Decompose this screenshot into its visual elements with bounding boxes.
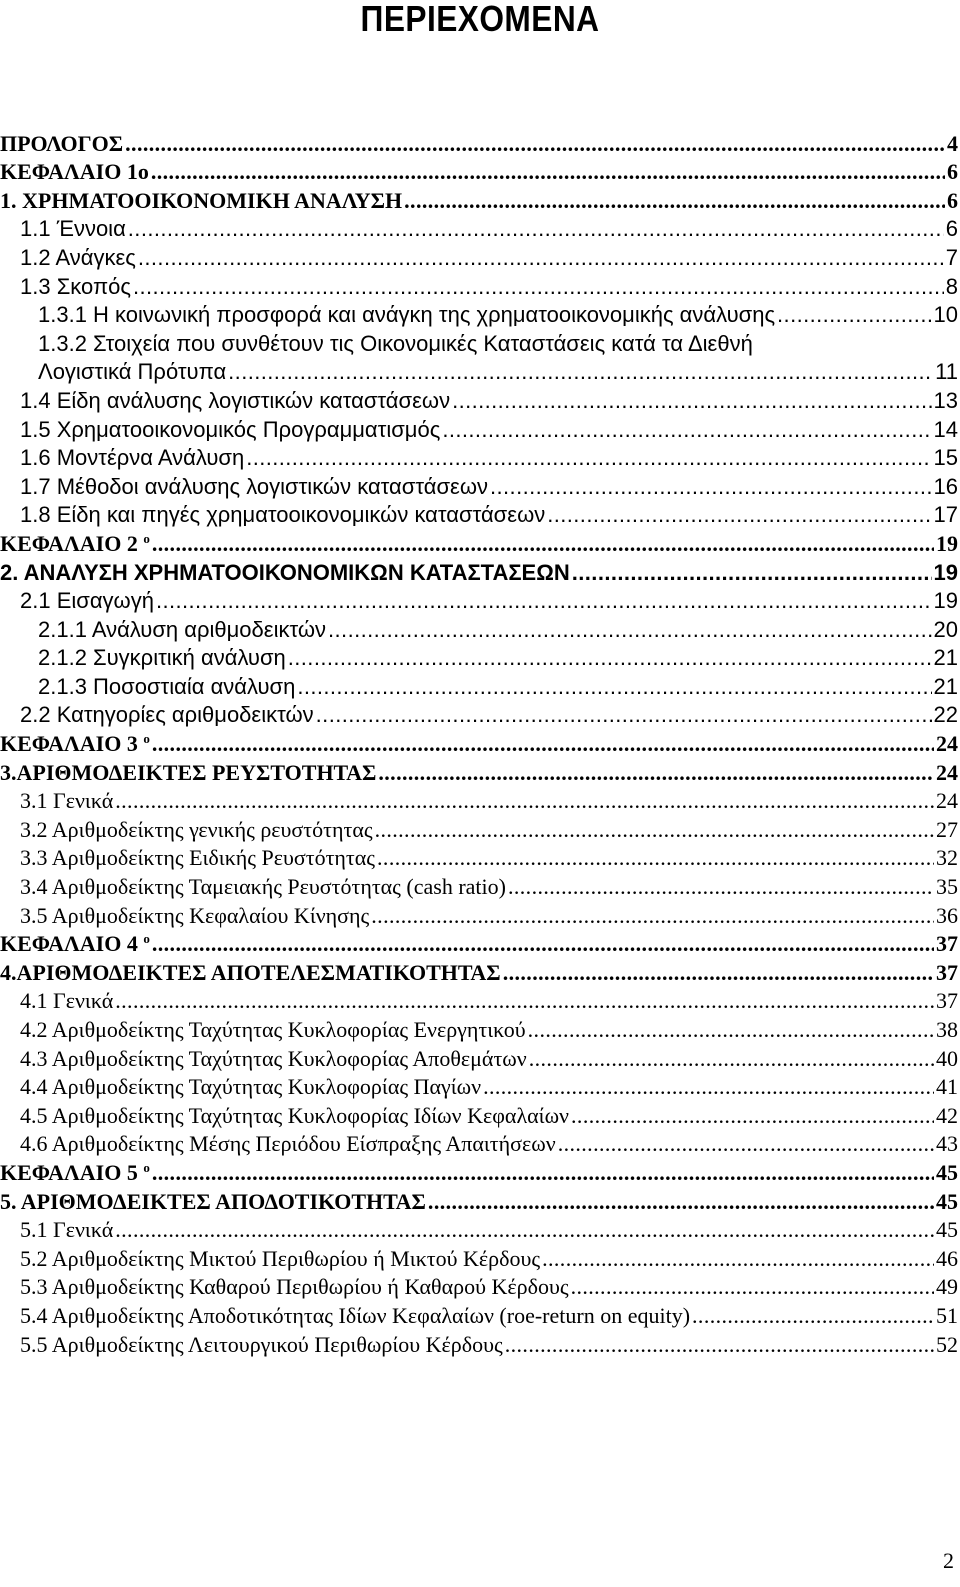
toc-entry-1-3-1[interactable] — [0, 300, 958, 329]
toc-entry-page: 14 — [933, 416, 958, 442]
toc-entry-page: 36 — [936, 902, 958, 928]
dot-leader — [503, 960, 934, 986]
toc-entry-page: 20 — [933, 616, 958, 642]
toc-entry-chapter-4[interactable] — [0, 929, 958, 958]
toc-entry-page: 43 — [936, 1131, 958, 1157]
dot-leader — [404, 188, 945, 214]
dot-leader — [547, 502, 931, 528]
dot-leader — [371, 903, 934, 929]
dot-leader — [156, 588, 932, 614]
toc-entry-4-1[interactable] — [0, 986, 958, 1015]
toc-entry-page: 8 — [945, 273, 958, 299]
toc-entry-chapter-1[interactable] — [0, 157, 958, 186]
toc-entry-label: 3.3 Αριθμοδείκτης Ειδικής Ρευστότητας — [20, 845, 376, 871]
toc-entry-section-4[interactable] — [0, 957, 958, 986]
toc-entry-section-1[interactable] — [0, 185, 958, 214]
toc-entry-page: 42 — [936, 1102, 958, 1128]
dot-leader — [297, 674, 931, 700]
toc-entry-label-continued: Λογιστικά Πρότυπα — [38, 359, 227, 385]
toc-entry-page: 13 — [933, 387, 958, 413]
dot-leader — [152, 731, 934, 757]
toc-entry-5-2[interactable] — [0, 1243, 958, 1272]
toc-entry-page: 49 — [936, 1274, 958, 1300]
toc-entry-page: 45 — [936, 1217, 958, 1243]
toc-entry-2-1-2[interactable] — [0, 643, 958, 672]
toc-entry-label: 5.4 Αριθμοδείκτης Αποδοτικότητας Ιδίων Κεφαλαίων (roe-return on equity) — [20, 1302, 691, 1328]
toc-entry-label: 3.2 Αριθμοδείκτης γενικής ρευστότητας — [20, 816, 373, 842]
toc-entry-4-4[interactable] — [0, 1072, 958, 1101]
dot-leader — [288, 645, 932, 671]
dot-leader — [125, 131, 945, 157]
toc-entry-label: 4.4 Αριθμοδείκτης Ταχύτητας Κυκλοφορίας Παγίων — [20, 1074, 482, 1100]
dot-leader — [128, 216, 944, 242]
toc-entry-5-1[interactable] — [0, 1215, 958, 1244]
toc-entry-page: 27 — [936, 816, 958, 842]
dot-leader — [115, 788, 934, 814]
toc-entry-label: 5. ΑΡΙΘΜΟΔΕΙΚΤΕΣ ΑΠΟΔΟΤΙΚΟΤΗΤΑΣ — [0, 1188, 426, 1214]
dot-leader — [571, 1274, 934, 1300]
toc-entry-label: 2.1.3 Ποσοστιαία ανάλυση — [38, 673, 296, 699]
toc-entry-page: 45 — [936, 1188, 958, 1214]
dot-leader — [152, 1160, 934, 1186]
toc-entry-label: 1. ΧΡΗΜΑΤΟΟΙΚΟΝΟΜΙΚΗ ΑΝΑΛΥΣΗ — [0, 187, 403, 213]
toc-entry-section-2[interactable] — [0, 557, 958, 586]
dot-leader — [528, 1017, 934, 1043]
toc-entry-label: 1.4 Είδη ανάλυσης λογιστικών καταστάσεων — [20, 387, 451, 413]
toc-entry-page: 24 — [936, 759, 958, 785]
toc-entry-label: 5.3 Αριθμοδείκτης Καθαρού Περιθωρίου ή Καθαρού Κέρδους — [20, 1274, 569, 1300]
toc-entry-page: 37 — [936, 931, 958, 957]
dot-leader — [377, 845, 934, 871]
toc-entry-label: 3.5 Αριθμοδείκτης Κεφαλαίου Κίνησης — [20, 902, 370, 928]
toc-entry-label: 1.8 Είδη και πηγές χρηματοοικονομικών καταστάσεων — [20, 502, 546, 528]
dot-leader — [378, 760, 934, 786]
toc-entry-label: 1.3.2 Στοιχεία που συνθέτουν τις Οικονομικές Καταστάσεις κατά τα Διεθνή — [38, 330, 753, 356]
toc-entry-3-5[interactable] — [0, 900, 958, 929]
toc-entry-page: 19 — [936, 530, 958, 556]
superscript: ο — [143, 931, 150, 947]
toc-entry-page: 40 — [936, 1045, 958, 1071]
toc-entry-page: 45 — [936, 1159, 958, 1185]
toc-entry-label: 4.6 Αριθμοδείκτης Μέσης Περιόδου Είσπραξης Απαιτήσεων — [20, 1131, 556, 1157]
dot-leader — [375, 817, 934, 843]
toc-entry-4-6[interactable] — [0, 1129, 958, 1158]
toc-entry-label: 2. ΑΝΑΛΥΣΗ ΧΡΗΜΑΤΟΟΙΚΟΝΟΜΙΚΩΝ ΚΑΤΑΣΤΑΣΕΩΝ — [0, 559, 570, 585]
dot-leader — [138, 245, 944, 271]
toc-entry-4-5[interactable] — [0, 1100, 958, 1129]
toc-entry-label: 5.2 Αριθμοδείκτης Μικτού Περιθωρίου ή Μικτού Κέρδους — [20, 1245, 541, 1271]
dot-leader — [483, 1074, 934, 1100]
toc-entry-page: 22 — [933, 702, 958, 728]
toc-entry-label: 2.2 Κατηγορίες αριθμοδεικτών — [20, 702, 314, 728]
toc-entry-label: 4.2 Αριθμοδείκτης Ταχύτητας Κυκλοφορίας Ενεργητικού — [20, 1017, 526, 1042]
toc-entry-page: 52 — [936, 1331, 958, 1357]
toc-entry-label: 1.3.1 Η κοινωνική προσφορά και ανάγκη της χρηματοοικονομικής ανάλυσης — [38, 302, 776, 328]
dot-leader — [133, 274, 944, 300]
toc-entry-chapter-5[interactable] — [0, 1157, 958, 1186]
toc-entry-page: 38 — [936, 1017, 958, 1042]
superscript: ο — [143, 1159, 150, 1175]
dot-leader — [558, 1131, 934, 1157]
toc-entry-page: 24 — [936, 788, 958, 814]
dot-leader — [328, 617, 931, 643]
toc-entry-label: ΠΡΟΛΟΓΟΣ — [0, 130, 124, 156]
toc-entry-3-4[interactable] — [0, 871, 958, 900]
dot-leader — [777, 302, 931, 328]
toc-entry-page: 46 — [936, 1245, 958, 1271]
toc-entry-page: 37 — [936, 988, 958, 1014]
toc-entry-label: ΚΕΦΑΛΑΙΟ 1ο — [0, 159, 149, 185]
toc-entry-page: 19 — [933, 588, 958, 614]
toc-entry-page: 4 — [947, 130, 958, 156]
toc-entry-label: 4.1 Γενικά — [20, 988, 114, 1014]
page-title: ΠΕΡΙΕΧΟΜΕΝΑ — [360, 0, 600, 39]
dot-leader — [542, 1246, 934, 1272]
dot-leader — [442, 417, 931, 443]
toc-entry-3-1[interactable] — [0, 786, 958, 815]
dot-leader — [508, 874, 934, 900]
toc-entry-page: 37 — [936, 959, 958, 985]
toc-entry-page: 21 — [933, 673, 958, 699]
toc-entry-1-3[interactable] — [0, 271, 958, 300]
toc-entry-label: 4.ΑΡΙΘΜΟΔΕΙΚΤΕΣ ΑΠΟΤΕΛΕΣΜΑΤΙΚΟΤΗΤΑΣ — [0, 959, 501, 985]
toc-entry-label: 2.1 Εισαγωγή — [20, 588, 154, 614]
toc-entry-5-3[interactable] — [0, 1272, 958, 1301]
toc-entry-page: 17 — [933, 502, 958, 528]
toc-entry-page: 21 — [933, 645, 958, 671]
table-of-contents — [0, 128, 958, 1358]
toc-entry-prologue[interactable] — [0, 128, 958, 157]
toc-entry-label: 1.5 Χρηματοοικονομικός Προγραμματισμός — [20, 416, 441, 442]
dot-leader — [692, 1303, 934, 1329]
toc-entry-3-2[interactable] — [0, 814, 958, 843]
dot-leader — [428, 1189, 934, 1215]
toc-entry-page: 6 — [947, 187, 958, 213]
dot-leader — [151, 159, 945, 185]
toc-entry-chapter-3[interactable] — [0, 728, 958, 757]
dot-leader — [490, 474, 932, 500]
toc-entry-label: 3.1 Γενικά — [20, 788, 114, 814]
toc-entry-5-4[interactable] — [0, 1300, 958, 1329]
toc-entry-page: 10 — [933, 302, 958, 328]
toc-entry-page: 32 — [936, 845, 958, 871]
toc-entry-page: 19 — [933, 559, 958, 585]
toc-entry-3-3[interactable] — [0, 843, 958, 872]
toc-entry-page: 35 — [936, 874, 958, 900]
dot-leader — [572, 560, 932, 586]
toc-entry-4-3[interactable] — [0, 1043, 958, 1072]
superscript: ο — [143, 530, 150, 546]
dot-leader — [505, 1332, 934, 1358]
toc-entry-label: 5.5 Αριθμοδείκτης Λειτουργικού Περιθωρίου Κέρδους — [20, 1331, 503, 1357]
toc-entry-label: 2.1.1 Ανάλυση αριθμοδεικτών — [38, 616, 327, 642]
toc-entry-1-1[interactable] — [0, 214, 958, 243]
toc-entry-label: ΚΕΦΑΛΑΙΟ 4 $^o$ — [0, 931, 150, 957]
toc-entry-page: 16 — [933, 473, 958, 499]
toc-entry-chapter-2[interactable] — [0, 528, 958, 557]
toc-entry-page: 11 — [935, 359, 958, 385]
page-number: 2 — [943, 1548, 954, 1573]
toc-entry-label: 3.4 Αριθμοδείκτης Ταμειακής Ρευστότητας (cash ratio) — [20, 874, 506, 900]
toc-entry-1-4[interactable] — [0, 385, 958, 414]
toc-entry-page: 15 — [933, 445, 958, 471]
toc-entry-2-2[interactable] — [0, 700, 958, 729]
toc-entry-label: 4.5 Αριθμοδείκτης Ταχύτητας Κυκλοφορίας Ιδίων Κεφαλαίων — [20, 1102, 570, 1128]
dot-leader — [152, 931, 934, 957]
toc-entry-5-5[interactable] — [0, 1329, 958, 1358]
toc-entry-page: 6 — [945, 216, 958, 242]
toc-entry-label: 1.3 Σκοπός — [20, 273, 131, 299]
toc-entry-label: ΚΕΦΑΛΑΙΟ 2 $^o$ — [0, 530, 150, 556]
toc-entry-1-2[interactable] — [0, 242, 958, 271]
dot-leader — [246, 445, 931, 471]
toc-entry-label: 1.6 Μοντέρνα Ανάλυση — [20, 445, 245, 471]
toc-entry-label: 2.1.2 Συγκριτική ανάλυση — [38, 645, 286, 671]
toc-entry-4-2[interactable] — [0, 1014, 958, 1043]
dot-leader — [571, 1103, 934, 1129]
dot-leader — [529, 1046, 934, 1072]
toc-entry-2-1-1[interactable] — [0, 614, 958, 643]
toc-entry-page: 24 — [936, 731, 958, 757]
dot-leader — [316, 702, 932, 728]
toc-entry-section-5[interactable] — [0, 1186, 958, 1215]
dot-leader — [115, 1217, 934, 1243]
toc-entry-page: 7 — [945, 244, 958, 270]
dot-leader — [452, 388, 931, 414]
toc-entry-label: 5.1 Γενικά — [20, 1217, 114, 1243]
toc-entry-1-3-2-continued[interactable] — [0, 357, 958, 386]
toc-entry-1-6[interactable] — [0, 443, 958, 472]
dot-leader — [228, 359, 933, 385]
toc-entry-label: ΚΕΦΑΛΑΙΟ 5 $^o$ — [0, 1159, 150, 1185]
superscript: ο — [143, 731, 150, 747]
toc-entry-1-3-2[interactable] — [0, 328, 958, 357]
toc-entry-2-1[interactable] — [0, 586, 958, 615]
toc-entry-page: 51 — [936, 1302, 958, 1328]
toc-entry-label: 1.1 Έννοια — [20, 216, 126, 242]
toc-entry-label: 4.3 Αριθμοδείκτης Ταχύτητας Κυκλοφορίας Αποθεμάτων — [20, 1045, 527, 1071]
toc-entry-page: 41 — [936, 1074, 958, 1100]
dot-leader — [152, 531, 934, 557]
toc-entry-1-8[interactable] — [0, 500, 958, 529]
toc-entry-label: 1.2 Ανάγκες — [20, 244, 136, 270]
toc-entry-label: ΚΕΦΑΛΑΙΟ 3 $^o$ — [0, 731, 150, 757]
toc-entry-label: 3.ΑΡΙΘΜΟΔΕΙΚΤΕΣ ΡΕΥΣΤΟΤΗΤΑΣ — [0, 759, 377, 785]
toc-entry-page: 6 — [947, 159, 958, 185]
toc-entry-1-5[interactable] — [0, 414, 958, 443]
dot-leader — [115, 988, 934, 1014]
toc-entry-section-3[interactable] — [0, 757, 958, 786]
toc-entry-label: 1.7 Μέθοδοι ανάλυσης λογιστικών καταστάσεων — [20, 473, 489, 499]
toc-entry-2-1-3[interactable] — [0, 671, 958, 700]
toc-entry-1-7[interactable] — [0, 471, 958, 500]
